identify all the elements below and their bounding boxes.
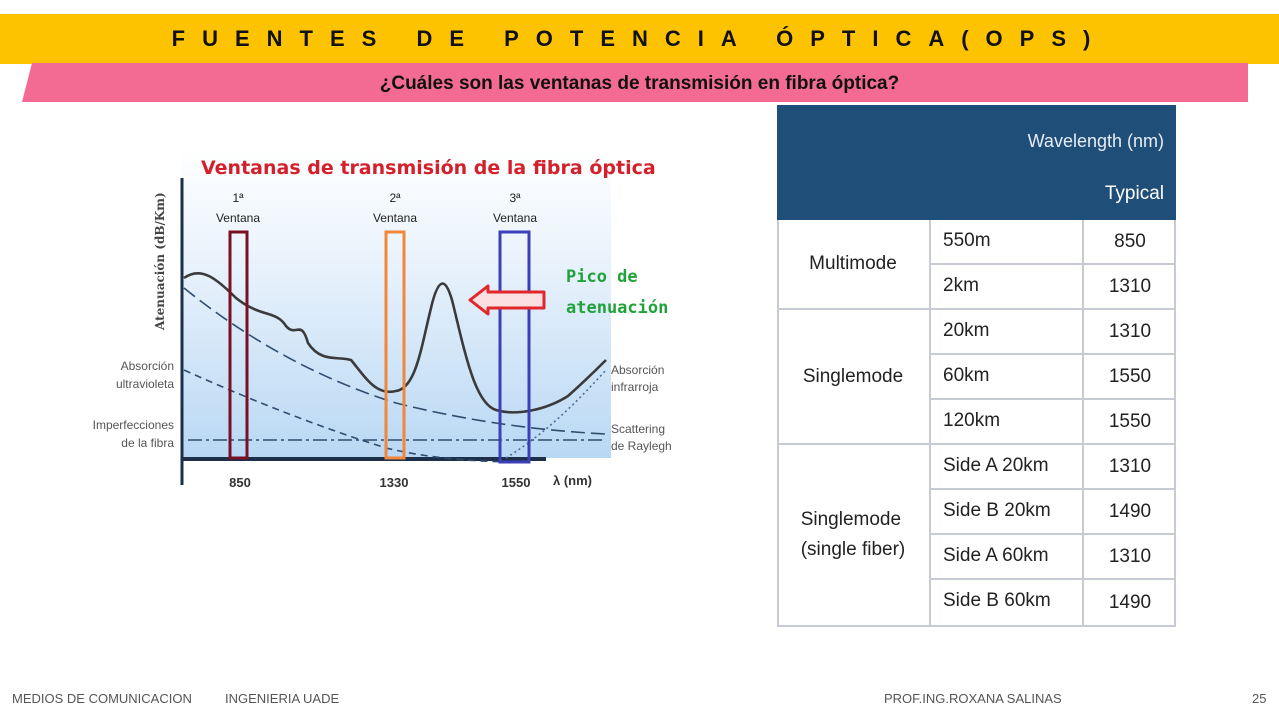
window-3-number: 3ª <box>509 191 521 205</box>
imperf-label-line2: de la fibra <box>121 436 174 450</box>
row-wavelength: 1310 <box>1082 310 1176 353</box>
table-row <box>929 445 1176 490</box>
peak-label-line1: Pico de <box>566 267 638 287</box>
table-header-typical: Typical <box>1104 183 1164 204</box>
table-header-wavelength: Wavelength (nm) <box>1027 131 1164 151</box>
group-single-fiber-label-1: Singlemode <box>800 509 902 530</box>
group-multimode-label: Multimode <box>809 253 897 274</box>
row-wavelength: 1310 <box>1082 445 1176 488</box>
uv-label-line2: ultravioleta <box>115 377 174 391</box>
window-3-label: Ventana <box>492 211 538 225</box>
table-row <box>929 535 1176 580</box>
window-1-label: Ventana <box>215 211 261 225</box>
peak-label-line2: atenuación <box>566 298 669 318</box>
attenuation-figure <box>76 148 688 498</box>
row-wavelength: 1550 <box>1082 400 1176 443</box>
x-tick-1330: 1330 <box>379 475 409 490</box>
window-2-label: Ventana <box>372 211 418 225</box>
table-row <box>929 355 1176 400</box>
window-1-number: 1ª <box>232 191 244 205</box>
rayleigh-label-line1: Scattering <box>611 422 666 436</box>
row-distance: Side B 60km <box>943 590 1051 611</box>
x-tick-850: 850 <box>229 475 251 490</box>
table-row <box>929 310 1176 355</box>
row-wavelength: 1310 <box>1082 535 1176 578</box>
group-multimode <box>777 220 929 310</box>
row-wavelength: 1310 <box>1082 265 1176 308</box>
figure-title: Ventanas de transmisión de la fibra óptica <box>201 157 656 179</box>
table-row <box>929 490 1176 535</box>
row-distance: 60km <box>943 365 990 386</box>
rayleigh-label-line2: de Raylegh <box>611 439 672 453</box>
slide-subtitle: ¿Cuáles son las ventanas de transmisión en fibra óptica? <box>379 73 900 94</box>
table-row <box>929 400 1176 445</box>
attenuation-figure-svg <box>76 148 688 498</box>
row-distance: 2km <box>943 275 979 296</box>
window-2-number: 2ª <box>389 191 401 205</box>
row-distance: 20km <box>943 320 990 341</box>
row-distance: Side A 60km <box>943 545 1049 566</box>
row-distance: 550m <box>943 230 991 251</box>
group-singlemode-label: Singlemode <box>802 365 904 387</box>
footer-course: MEDIOS DE COMUNICACION <box>12 691 192 706</box>
row-distance: 120km <box>943 410 1001 431</box>
footer-author: PROF.ING.ROXANA SALINAS <box>884 691 1062 706</box>
imperf-label-line1: Imperfecciones <box>92 418 174 432</box>
row-wavelength: 850 <box>1082 220 1176 263</box>
footer-institution: INGENIERIA UADE <box>225 691 340 706</box>
group-single-fiber-label-2: (single fiber) <box>800 539 906 560</box>
x-tick-1550: 1550 <box>501 475 531 490</box>
row-wavelength: 1490 <box>1082 490 1176 533</box>
group-singlemode-single-fiber <box>777 445 929 627</box>
ir-label-line2: infrarroja <box>611 380 659 394</box>
y-axis-label: Atenuación (dB/Km) <box>153 192 167 330</box>
x-axis-label: λ (nm) <box>553 473 592 488</box>
table-header <box>777 105 1176 220</box>
page-number: 25 <box>1252 691 1267 706</box>
ir-label-line1: Absorción <box>611 363 665 377</box>
row-distance: Side B 20km <box>943 500 1051 521</box>
table-row <box>929 265 1176 310</box>
row-wavelength: 1490 <box>1082 580 1176 625</box>
row-wavelength: 1550 <box>1082 355 1176 398</box>
group-singlemode <box>777 310 929 445</box>
table-row <box>929 220 1176 265</box>
uv-label-line1: Absorción <box>120 359 174 373</box>
row-distance: Side A 20km <box>943 455 1049 476</box>
table-row <box>929 580 1176 627</box>
slide-title: FUENTES DE POTENCIA ÓPTICA(OPS) <box>171 26 1108 51</box>
